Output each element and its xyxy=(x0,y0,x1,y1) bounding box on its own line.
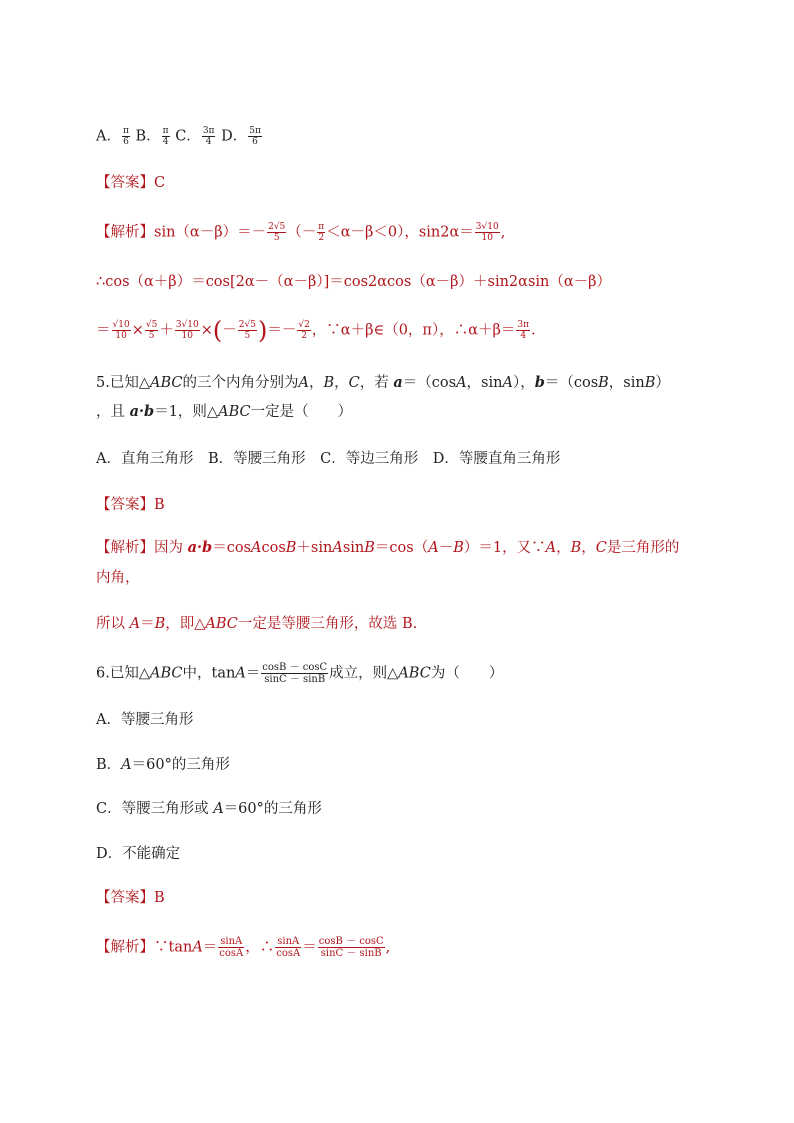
q6-option-c: C．等腰三角形或 A＝60°的三角形 xyxy=(96,801,322,817)
q6-option-a: A．等腰三角形 xyxy=(96,712,194,728)
fraction: $\frac{\pi}{6}$ xyxy=(122,126,129,147)
q5-analysis-line-3: 所以 A＝B，即△ABC一定是等腰三角形，故选 B. xyxy=(96,616,418,632)
q6-answer: 【答案】B xyxy=(96,890,165,906)
q5-analysis-line-2: 内角， xyxy=(96,570,140,586)
q5-question-line-1: 5.已知△ABC的三个内角分别为A，B，C，若 a＝（cosA，sinA），b＝（cosB，sinB） xyxy=(96,374,670,391)
q5-analysis-line-1: 【解析】因为 a·b＝cosAcosB＋sinAsinB＝cos（A－B）＝1，又∵A，B，C是三角形的 xyxy=(96,539,680,556)
q4-options: A． $\frac{\pi}{6}$ B． $\frac{\pi}{4}$ C． $\frac{3\pi}{4}$ D． $\frac{5\pi}{6}$ xyxy=(96,126,261,147)
q4-analysis-line-1: 【解析】sin（α－β）＝－ $\frac{2√5}{5}$ （－ $\frac{\pi}{2}$ ＜α－β＜0），sin2α＝ $\frac{3√10}{10}$ , xyxy=(96,222,506,243)
q6-question: 6.已知△ABC中，tanA＝ $\frac{\cos B - \cos C}{\sin C - \sin B}$ 成立，则△ABC为（ ） xyxy=(96,662,504,685)
q6-analysis-line-1: 【解析】∵tanA＝ $\frac{\sin A}{\cos A}$ ，∴ $\frac{\sin A}{\cos A}$ ＝ $\frac{\cos B - \cos C}{\sin C - \sin B}$ , xyxy=(96,936,391,959)
fraction: $\frac{3\pi}{4}$ xyxy=(202,126,215,147)
q4-analysis-line-2: ∴cos（α＋β）＝cos[2α－（α－β）]＝cos2αcos（α－β）＋sin2αsin（α－β） xyxy=(96,274,612,290)
q5-question-line-2: ，且 a·b＝1，则△ABC一定是（ ） xyxy=(96,403,353,420)
q4-analysis-line-3: ＝ $\frac{√10}{10}$ × $\frac{√5}{5}$ ＋ $\frac{3√10}{10}$ ×(－ $\frac{2√5}{5}$ )＝－ $\frac{√2}{2}$ ，∵α＋β∈（0，π），∴α＋β＝ $\frac{3\pi}{4}$ . xyxy=(96,316,536,345)
fraction: $\frac{\pi}{4}$ xyxy=(162,126,169,147)
q4-answer: 【答案】C xyxy=(96,175,166,191)
q6-option-d: D．不能确定 xyxy=(96,846,181,862)
q5-answer: 【答案】B xyxy=(96,497,165,513)
q6-option-b: B．A＝60°的三角形 xyxy=(96,757,230,773)
q5-options: A．直角三角形 B．等腰三角形 C．等边三角形 D．等腰直角三角形 xyxy=(96,451,561,467)
fraction: $\frac{5\pi}{6}$ xyxy=(249,126,261,147)
